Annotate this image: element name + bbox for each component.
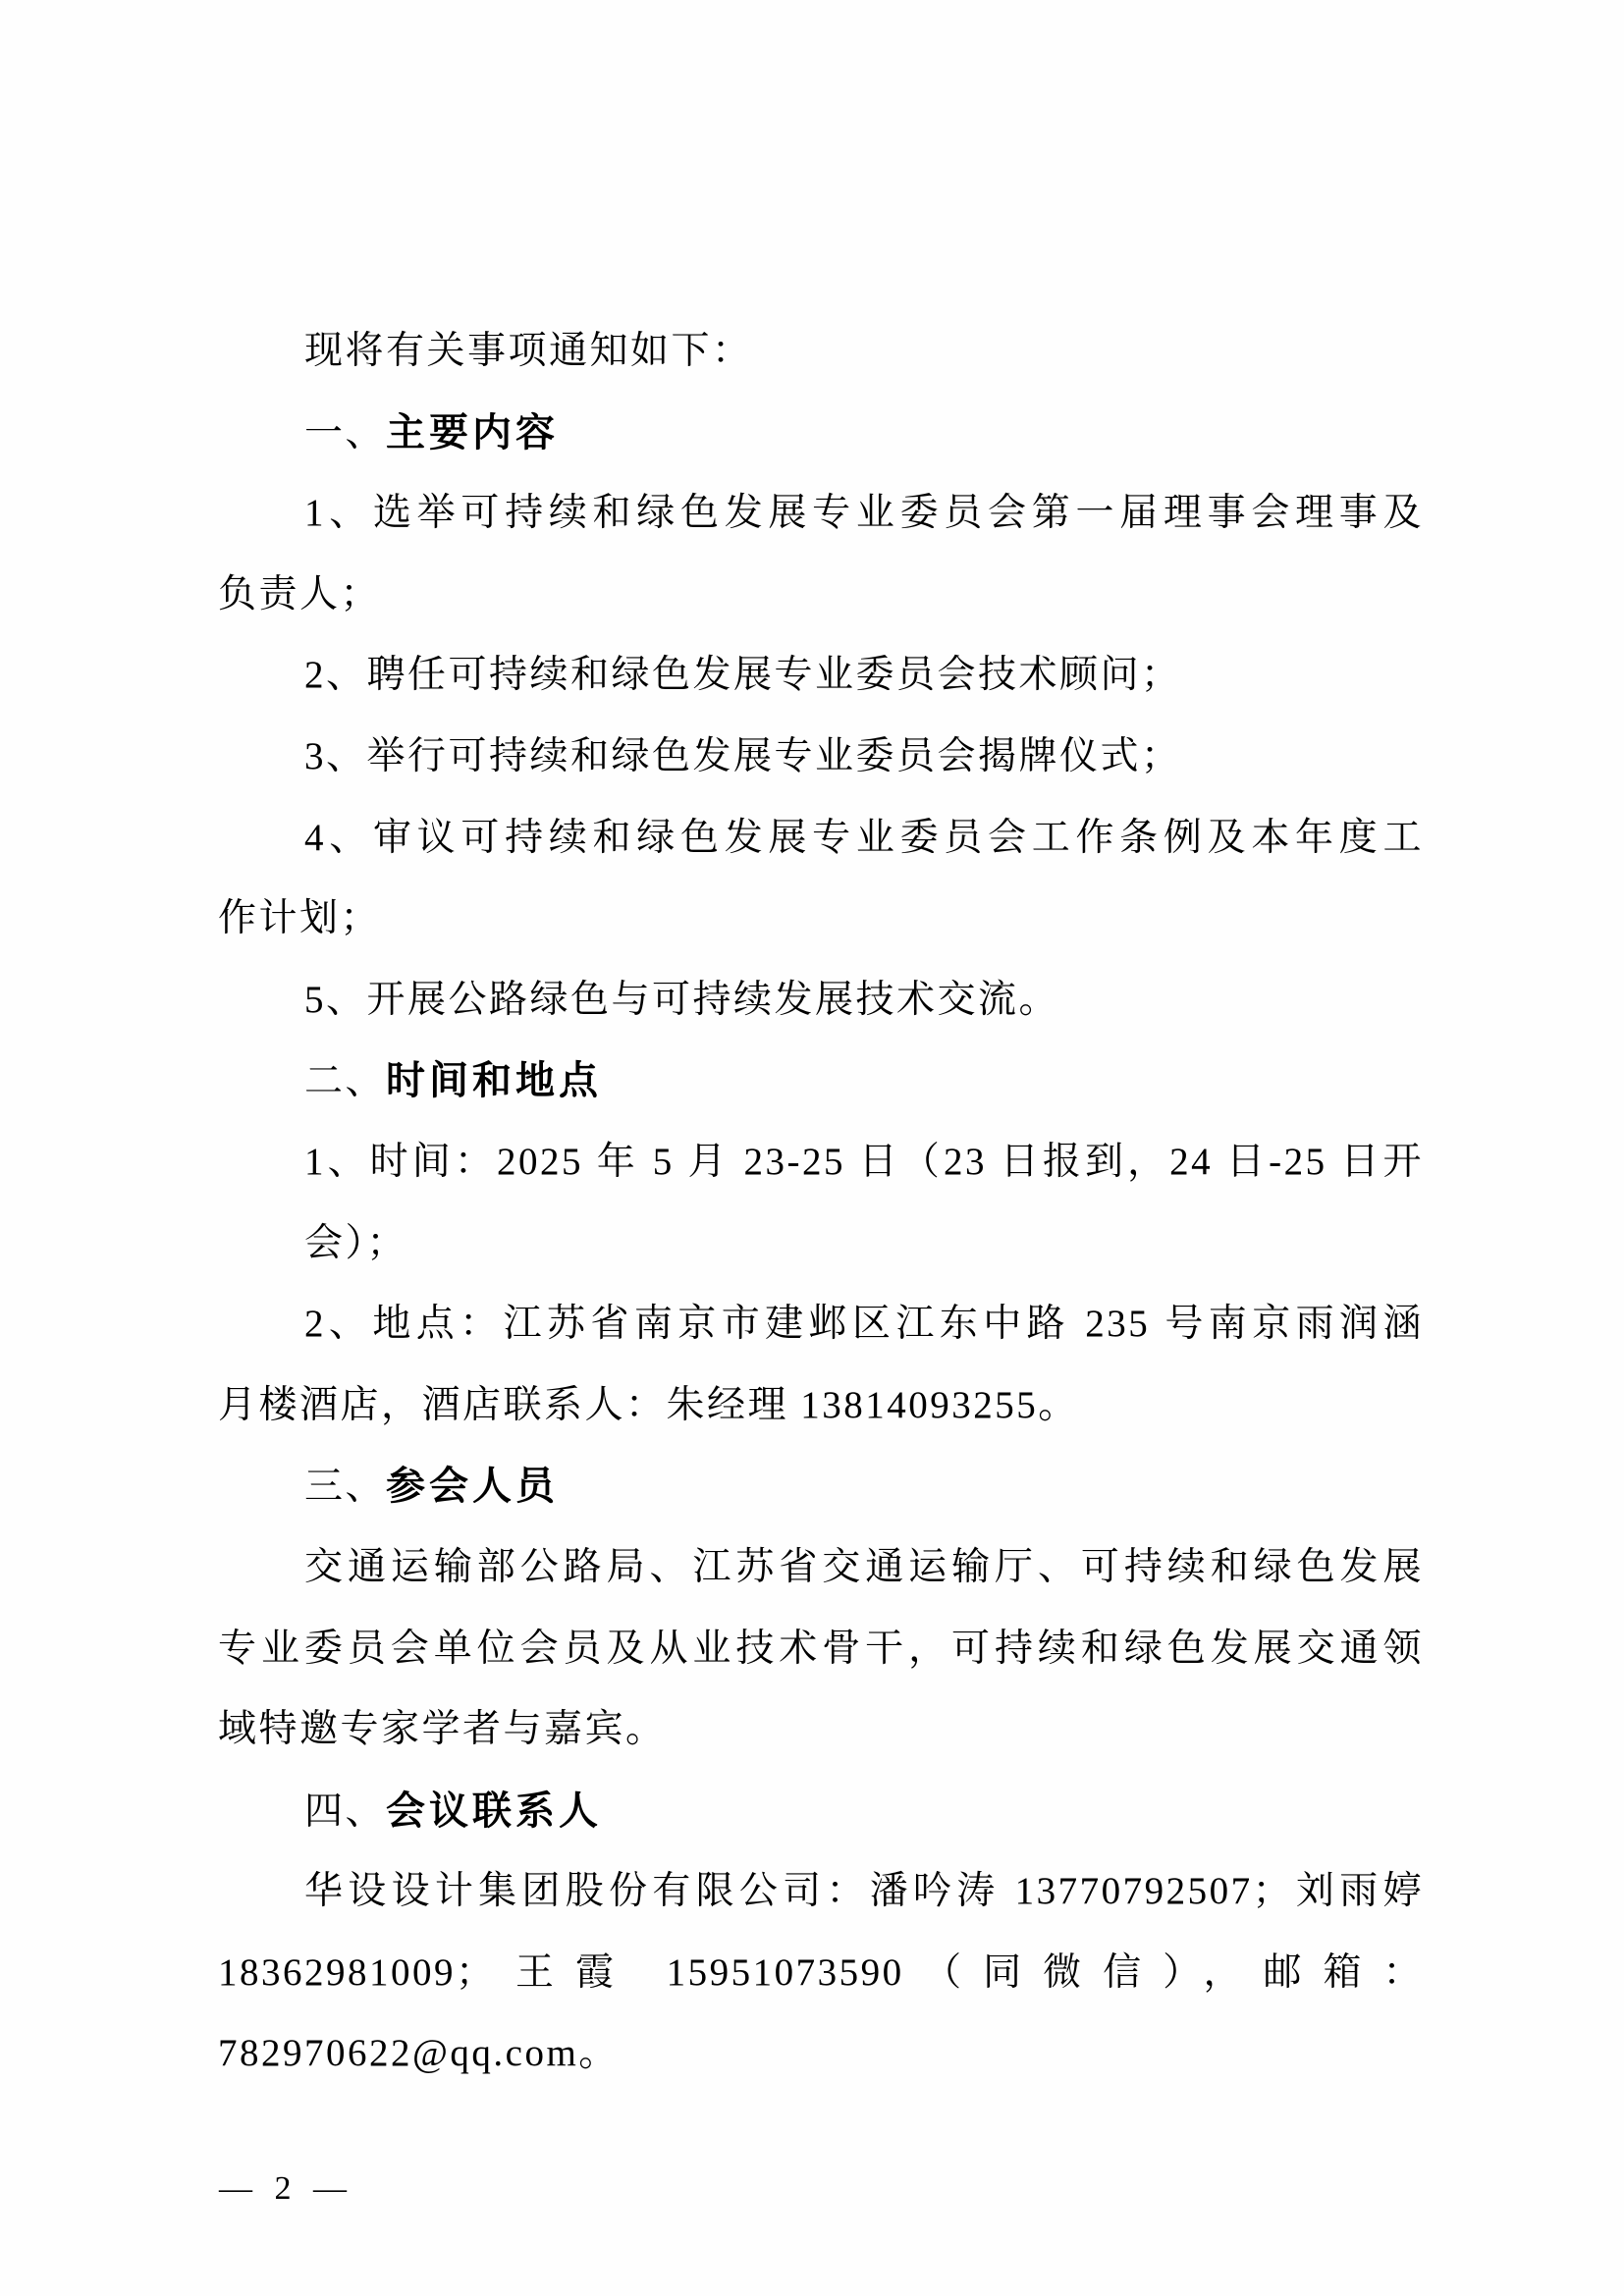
section-heading — [218, 1041, 1424, 1122]
text-line: 作计划； — [218, 897, 382, 940]
heading-number: 一、 — [304, 411, 387, 454]
text-line: 交通运输部公路局、江苏省交通运输厅、可持续和绿色发展 — [304, 1545, 1424, 1588]
text-line: 5、开展公路绿色与可持续发展技术交流。 — [304, 978, 1060, 1021]
heading-title: 主要内容 — [386, 410, 560, 454]
text-line: 2、地点：江苏省南京市建邺区江东中路 235 号南京雨润涵 — [304, 1303, 1424, 1346]
text-line: 1、时间：2025 年 5 月 23-25 日（23 日报到，24 日-25 日开 — [304, 1140, 1424, 1183]
text-line: 会）； — [304, 1221, 408, 1264]
text-line: 月楼酒店，酒店联系人：朱经理 13814093255。 — [218, 1383, 1079, 1426]
page-number: — 2 — — [219, 2170, 353, 2207]
heading-title: 时间和地点 — [386, 1059, 603, 1103]
heading-number: 三、 — [304, 1466, 387, 1509]
text-line: 专业委员会单位会员及从业技术骨干，可持续和绿色发展交通领 — [218, 1627, 1424, 1670]
heading-number: 二、 — [304, 1060, 387, 1103]
heading-title: 参会人员 — [386, 1465, 560, 1509]
document-body — [218, 311, 1424, 2095]
section-heading — [218, 1771, 1424, 1852]
heading-title: 会议联系人 — [386, 1789, 603, 1833]
text-line: 782970622@qq.com。 — [218, 2032, 620, 2075]
text-line: 负责人； — [218, 572, 382, 615]
text-line: 3、举行可持续和绿色发展专业委员会揭牌仪式； — [304, 734, 1182, 777]
text-line: 域特邀专家学者与嘉宾。 — [218, 1708, 667, 1751]
text-line: 18362981009；王霞 15951073590（同微信），邮箱： — [218, 1950, 1424, 1994]
text-line: 1、选举可持续和绿色发展专业委员会第一届理事会理事及 — [304, 492, 1424, 535]
text-line: 华设设计集团股份有限公司：潘吟涛 13770792507；刘雨婷 — [304, 1870, 1424, 1913]
text-line: 4、审议可持续和绿色发展专业委员会工作条例及本年度工 — [304, 816, 1424, 859]
heading-number: 四、 — [304, 1789, 387, 1833]
text-line: 现将有关事项通知如下： — [304, 330, 753, 372]
text-line: 2、聘任可持续和绿色发展专业委员会技术顾问； — [304, 654, 1182, 697]
section-heading — [218, 393, 1424, 474]
section-heading — [218, 1446, 1424, 1527]
